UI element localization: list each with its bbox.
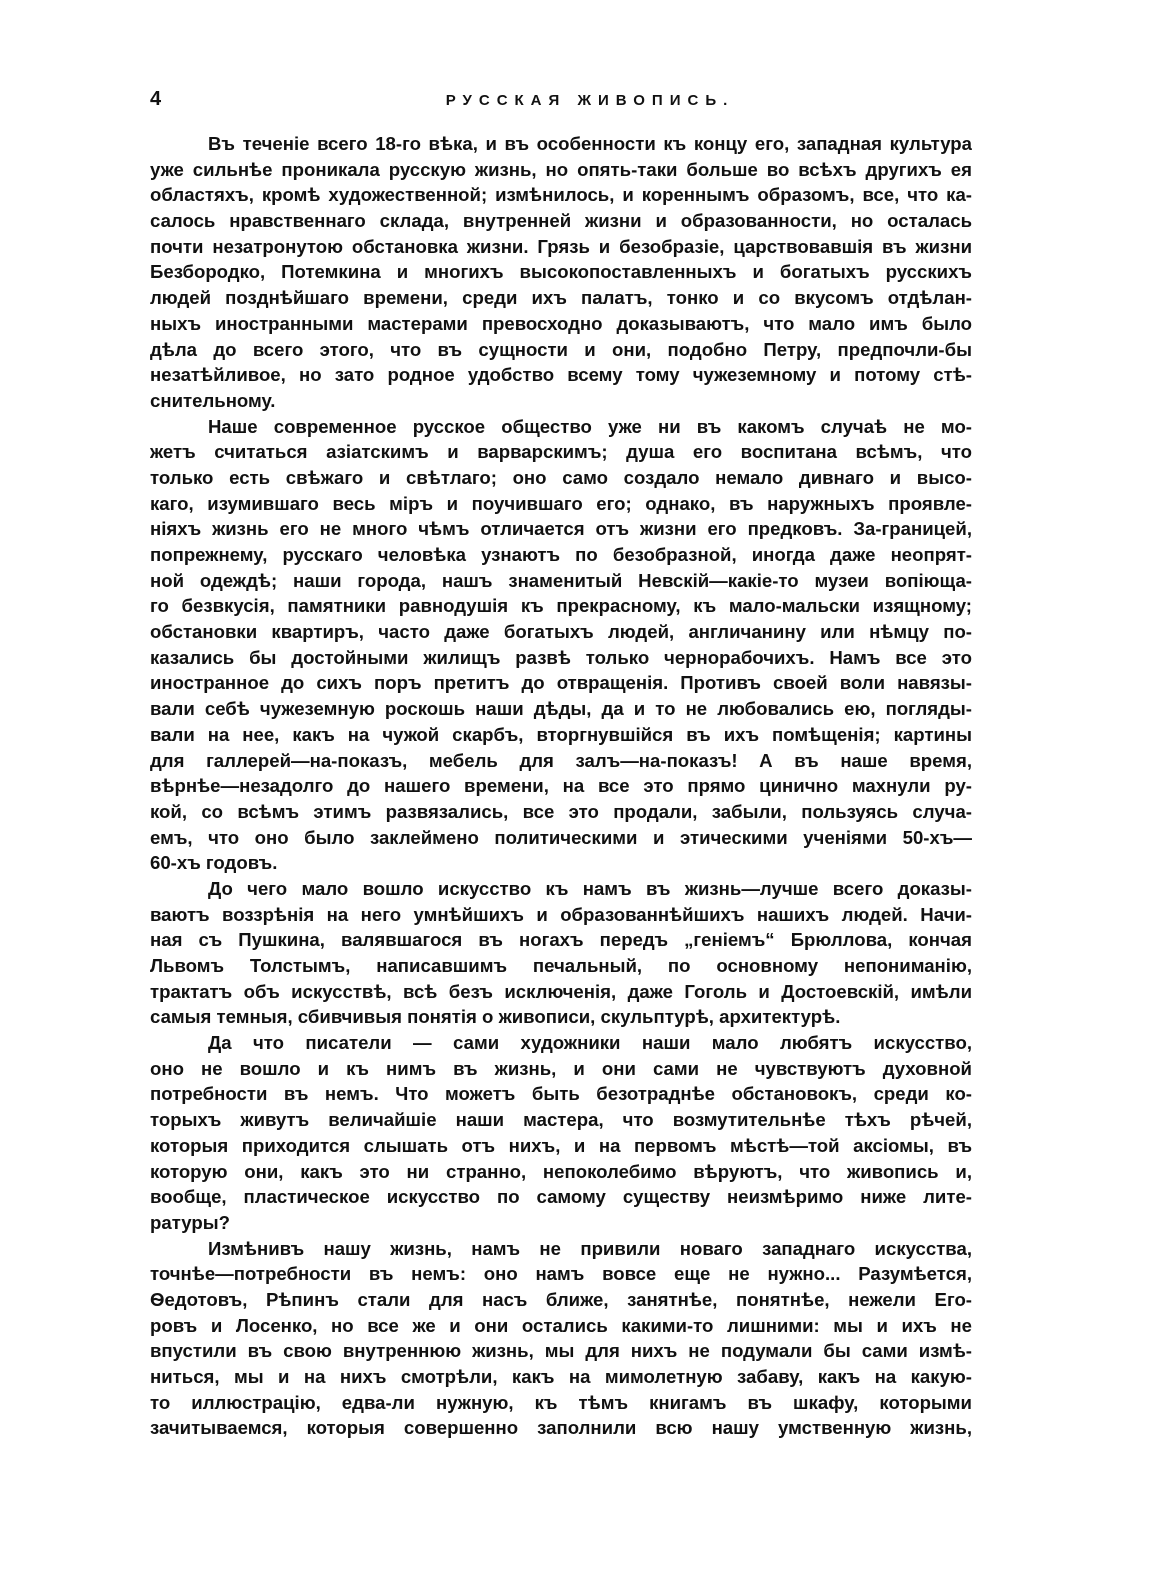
text-line: ваютъ воззрѣнія на него умнѣйшихъ и образованнѣйшихъ нашихъ людей. Начи- [150,903,972,925]
text-line: обстановки квартиръ, часто даже богатыхъ людей, англичанину или нѣмцу по- [150,621,972,643]
running-head [150,88,970,112]
paragraph-3 [150,876,972,1030]
text-line: которыя приходится слышать отъ нихъ, и на первомъ мѣстѣ—той аксіомы, въ [150,1134,972,1156]
text-line: областяхъ, кромѣ художественной; измѣнилось, и кореннымъ образомъ, все, что ка- [150,184,972,206]
running-title: РУССКАЯ ЖИВОПИСЬ. [445,92,735,109]
text-line: торыхъ живутъ величайшіе наши мастера, что возмутительнѣе тѣхъ рѣчей, [150,1109,972,1131]
text-line: ной одеждѣ; наши города, нашъ знаменитый Невскій—какіе-то музеи вопіюща- [150,569,972,591]
paragraph-5 [150,1236,972,1442]
text-line: ровъ и Лосенко, но все же и они остались какими-то лишними: мы и ихъ не [150,1314,972,1336]
text-line: ратуры? [150,1211,230,1233]
text-line: Безбородко, Потемкина и многихъ высокопоставленныхъ и богатыхъ русскихъ [150,261,972,283]
text-line: точнѣе—потребности въ немъ: оно намъ вовсе еще не нужно... Разумѣется, [150,1263,972,1285]
text-line: людей позднѣйшаго времени, среди ихъ палатъ, тонко и со вкусомъ отдѣлан- [150,287,972,309]
text-line: Въ теченіе всего 18-го вѣка, и въ особенности къ концу его, западная культура [208,133,972,154]
text-line: каго, изумившаго весь міръ и поучившаго его; однако, въ наружныхъ проявле- [150,492,972,514]
text-line: почти незатронутою обстановка жизни. Грязь и безобразіе, царствовавшія въ жизни [150,235,972,257]
text-line: впустили въ свою внутреннюю жизнь, мы для нихъ не подумали бы сами измѣ- [150,1340,972,1362]
text-line: уже сильнѣе проникала русскую жизнь, но опять-таки больше во всѣхъ другихъ ея [150,158,972,180]
text-line: салось нравственнаго склада, внутренней жизни и образованности, но осталась [150,210,972,232]
text-line: иностранное до сихъ поръ претитъ до отвращенія. Противъ своей воли навязы- [150,672,972,694]
paragraph-4 [150,1030,972,1236]
text-line: емъ, что оно было заклеймено политическими и этическими ученіями 50-хъ— [150,826,972,848]
text-line: потребности въ немъ. Что можетъ быть безотраднѣе обстановокъ, среди ко- [150,1083,972,1105]
text-line: вообще, пластическое искусство по самому существу неизмѣримо ниже лите- [150,1186,972,1208]
text-line: то иллюстрацію, едва-ли нужную, къ тѣмъ книгамъ въ шкафу, которыми [150,1391,972,1413]
text-line: кой, со всѣмъ этимъ развязались, все это продали, забыли, пользуясь случа- [150,800,972,822]
text-line: которую они, какъ это ни странно, непоколебимо вѣруютъ, что живопись и, [150,1160,972,1182]
paragraph-2 [150,414,972,876]
text-line: жетъ считаться азіатскимъ и варварскимъ; душа его воспитана всѣмъ, что [150,441,972,463]
paragraph-1 [150,131,972,414]
text-line: Львомъ Толстымъ, написавшимъ печальный, по основному непониманію, [150,955,972,976]
text-line: ная съ Пушкина, валявшагося въ ногахъ передъ „геніемъ“ Брюллова, кончая [150,929,972,951]
text-line: незатѣйливое, но зато родное удобство всему тому чужеземному и потому стѣ- [150,364,972,386]
text-line: казались бы достойными жилищъ развѣ только чернорабочихъ. Намъ все это [150,646,972,668]
text-line: трактатъ объ искусствѣ, всѣ безъ исключенія, даже Гоголь и Достоевскій, имѣли [150,980,972,1002]
text-line: ниться, мы и на нихъ смотрѣли, какъ на мимолетную забаву, какъ на какую- [150,1366,972,1387]
text-line: для галлерей—на-показъ, мебель для залъ—на-показъ! А въ наше время, [150,749,972,771]
text-line: Ѳедотовъ, Рѣпинъ стали для насъ ближе, занятнѣе, понятнѣе, нежели Его- [150,1288,972,1310]
text-line: Измѣнивъ нашу жизнь, намъ не привили новаго западнаго искусства, [208,1237,972,1259]
text-line: оно не вошло и къ нимъ въ жизнь, и они сами не чувствуютъ духовной [150,1057,972,1079]
text-line: только есть свѣжаго и свѣтлаго; оно само создало немало дивнаго и высо- [150,466,972,488]
text-line: ныхъ иностранными мастерами превосходно доказываютъ, что мало имъ было [150,312,972,334]
text-line: Да что писатели — сами художники наши мало любятъ искусство, [208,1032,972,1054]
text-line: самыя темныя, сбивчивыя понятія о живописи, скульптурѣ, архитектурѣ. [150,1006,841,1028]
text-line: дѣла до всего этого, что въ сущности и они, подобно Петру, предпочли-бы [150,338,972,360]
text-line: го безвкусія, памятники равнодушія къ прекрасному, къ мало-мальски изящному; [150,595,972,617]
text-line: вали на нее, какъ на чужой скарбъ, вторгнувшійся въ ихъ помѣщенія; картины [150,723,972,745]
text-line: вѣрнѣе—незадолго до нашего времени, на все это прямо цинично махнули ру- [150,775,972,797]
text-line: снительному. [150,389,276,411]
text-line: попрежнему, русскаго человѣка узнаютъ по безобразной, иногда даже неопрят- [150,544,972,565]
text-line: До чего мало вошло искусство къ намъ въ жизнь—лучше всего доказы- [208,877,972,899]
text-line: 60-хъ годовъ. [150,852,278,874]
text-line: ніяхъ жизнь его не много чѣмъ отличается отъ жизни его предковъ. За-границей, [150,518,972,540]
text-line: вали себѣ чужеземную роскошь наши дѣды, да и то не любовались ею, погляды- [150,698,972,720]
body-text [150,131,972,1441]
page-number: 4 [150,88,162,110]
text-line: Наше современное русское общество уже ни въ какомъ случаѣ не мо- [208,415,972,437]
text-line: зачитываемся, которыя совершенно заполнили всю нашу умственную жизнь, [150,1417,972,1439]
